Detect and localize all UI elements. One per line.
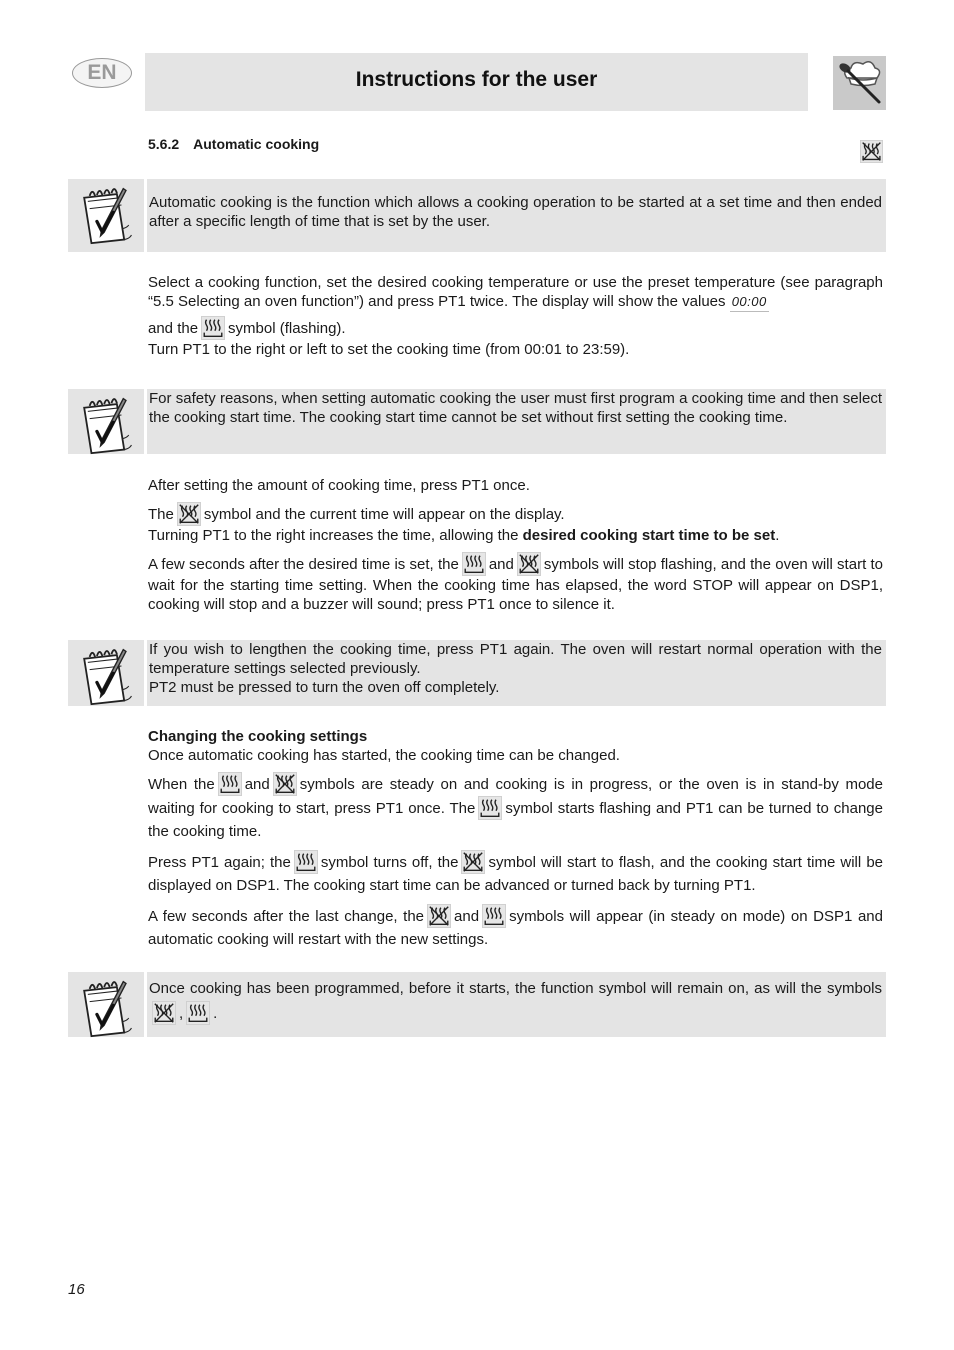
text: Press PT1 again; the bbox=[148, 854, 291, 871]
text: A few seconds after the desired time is set, the bbox=[148, 556, 459, 573]
text: symbol turns off, the bbox=[320, 854, 459, 871]
text: After setting the amount of cooking time, press PT1 once. bbox=[148, 477, 530, 494]
chef-spoon-icon bbox=[833, 56, 886, 110]
notepad-pencil-icon bbox=[76, 646, 136, 706]
page-title: Instructions for the user bbox=[355, 68, 598, 91]
section-title: Automatic cooking bbox=[193, 136, 320, 152]
cooking-time-icon bbox=[186, 1001, 210, 1025]
text: . bbox=[213, 1005, 218, 1022]
text: , bbox=[179, 1005, 184, 1022]
auto-cooking-icon bbox=[461, 850, 485, 874]
text: When the bbox=[148, 776, 215, 793]
instruction-block bbox=[148, 273, 883, 366]
text: symbol (flashing). bbox=[228, 320, 346, 337]
language-badge: EN bbox=[72, 58, 132, 88]
text: and the bbox=[148, 320, 199, 337]
text: PT2 must be pressed to turn the oven off completely. bbox=[149, 679, 500, 696]
info-note bbox=[68, 389, 886, 454]
section-heading bbox=[148, 136, 319, 152]
header-bar bbox=[145, 53, 808, 111]
info-note bbox=[68, 972, 886, 1037]
text: Turning PT1 to the right increases the time, allowing the bbox=[148, 527, 519, 544]
auto-cooking-icon bbox=[517, 552, 541, 576]
page-number: 16 bbox=[68, 1281, 85, 1298]
text: symbols will appear (in steady on mode) on DSP1 and automatic cooking will restart with the new settings. bbox=[148, 908, 883, 948]
text: symbol starts flashing and PT1 can be turned to change the cooking time. bbox=[148, 800, 883, 840]
text: symbols will stop flashing, and the oven will start to wait for the starting time setting. When the cooking time has elapsed, the word STOP will appear on DSP1, cooking will stop and a buzzer will sound; press PT1 once to silence it. bbox=[148, 556, 883, 613]
text: and bbox=[454, 908, 480, 925]
cooking-time-icon bbox=[218, 772, 242, 796]
note-text bbox=[147, 640, 886, 706]
auto-cooking-icon bbox=[860, 140, 883, 163]
sub-heading: Changing the cooking settings bbox=[148, 728, 368, 745]
notepad-pencil-icon bbox=[76, 395, 136, 455]
text: Select a cooking function, set the desired cooking temperature or use the preset temperature (see paragraph “5.5 Selecting an oven function”) and press PT1 twice. The display will show the values bbox=[148, 274, 883, 310]
text: and bbox=[488, 556, 514, 573]
text: symbol and the current time will appear on the display. bbox=[203, 506, 565, 523]
text: If you wish to lengthen the cooking time, press PT1 again. The oven will restart normal operation with the temperature settings selected previously. bbox=[149, 641, 882, 677]
cooking-time-icon bbox=[462, 552, 486, 576]
text: A few seconds after the last change, the bbox=[148, 908, 425, 925]
text: symbols are steady on and cooking is in progress, or the oven is in stand-by mode waiting for cooking to start, press PT1 once. The bbox=[148, 776, 883, 817]
info-note bbox=[68, 179, 886, 252]
info-note bbox=[68, 640, 886, 706]
auto-cooking-icon bbox=[152, 1001, 176, 1025]
notepad-pencil-icon bbox=[76, 185, 136, 245]
text: and bbox=[244, 776, 270, 793]
section-number: 5.6.2 bbox=[148, 136, 180, 152]
auto-cooking-icon bbox=[427, 904, 451, 928]
text: Turn PT1 to the right or left to set the cooking time (from 00:01 to 23:59). bbox=[148, 341, 630, 358]
auto-cooking-icon bbox=[273, 772, 297, 796]
text: symbol will start to flash, and the cooking start time will be displayed on DSP1. The cooking start time can be advanced or turned back by turning PT1. bbox=[148, 854, 883, 894]
note-text: For safety reasons, when setting automatic cooking the user must first program a cooking time and then select the cooking start time. The cooking start time cannot be set without first setting the cooking time. bbox=[147, 389, 886, 454]
text: The bbox=[148, 506, 174, 523]
notepad-pencil-icon bbox=[76, 978, 136, 1038]
cooking-time-icon bbox=[482, 904, 506, 928]
text: Once cooking has been programmed, before it starts, the function symbol will remain on, as will the symbols bbox=[149, 980, 882, 997]
bold-text: desired cooking start time to be set bbox=[522, 527, 776, 544]
cooking-time-icon bbox=[478, 796, 502, 820]
note-text bbox=[147, 972, 886, 1037]
instruction-block bbox=[148, 476, 883, 621]
cooking-time-icon bbox=[294, 850, 318, 874]
note-text: Automatic cooking is the function which allows a cooking operation to be started at a set time and then ended after a specific length of time that is set by the user. bbox=[147, 179, 886, 252]
auto-cooking-icon bbox=[177, 502, 201, 526]
text: Once automatic cooking has started, the cooking time can be changed. bbox=[148, 747, 620, 764]
display-value: 00:00 bbox=[730, 292, 769, 312]
text: . bbox=[775, 527, 780, 544]
cooking-time-icon bbox=[201, 316, 225, 340]
instruction-block bbox=[148, 727, 883, 958]
